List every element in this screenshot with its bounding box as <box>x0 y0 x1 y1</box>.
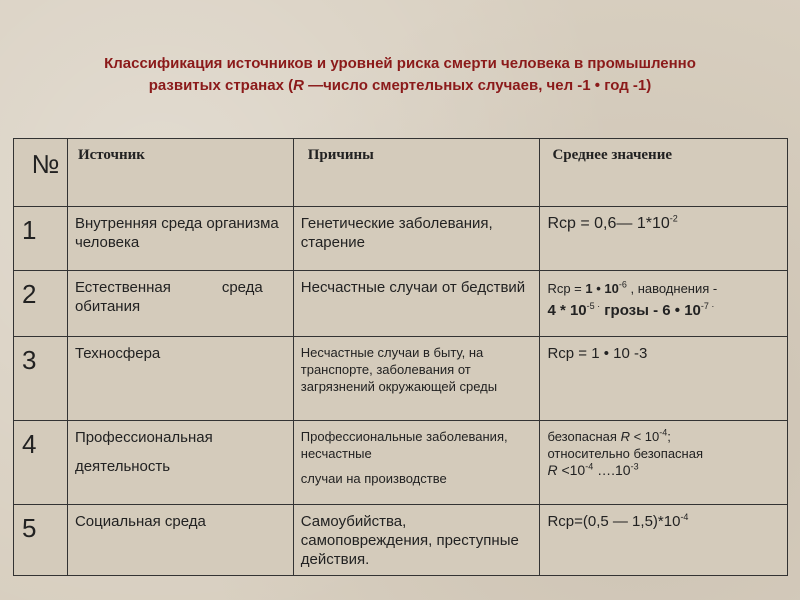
header-source: Источник <box>67 139 293 207</box>
table-row <box>14 505 788 576</box>
row-avg: Rср = 1 • $10^{-6}$ , наводнения - $4 * 10^{-5 \cdot}$ грозы - 6 • $10^{-7 \cdot}$ <box>540 271 788 337</box>
header-row <box>14 139 788 207</box>
header-causes: Причины <box>293 139 540 207</box>
page-title <box>40 53 760 97</box>
row-source: Профессиональная деятельность <box>67 421 293 505</box>
row-causes: Генетические заболевания, старение <box>293 207 540 271</box>
risk-table <box>13 138 788 576</box>
table-row <box>14 337 788 421</box>
row-causes: Несчастные случаи от бедствий <box>293 271 540 337</box>
row-source: Техносфера <box>67 337 293 421</box>
row-source: Внутренняя среда организма человека <box>67 207 293 271</box>
table-row <box>14 207 788 271</box>
row-source: Социальная среда <box>67 505 293 576</box>
title-line-1: Классификация источников и уровней риска смерти человека в промышленно <box>104 55 696 72</box>
row-number: 1 <box>14 207 68 271</box>
row-avg: безопасная $R < 10^{-4}$; относительно безопасная $R <10^{-4}$ $\dots.10^{-3}$ <box>540 421 788 505</box>
row-avg: Rср=(0,5 — $1,5)*10^{-4}$ <box>540 505 788 576</box>
title-line-2: развитых странах (R —число смертельных случаев, чел -1 • год -1) <box>148 77 652 94</box>
table-row <box>14 421 788 505</box>
row-causes: Несчастные случаи в быту, на транспорте, заболевания от загрязнений окружающей среды <box>293 337 540 421</box>
header-avg: Среднее значение <box>540 139 788 207</box>
row-causes: Профессиональные заболевания, несчастные случаи на производстве <box>293 421 540 505</box>
row-number: 5 <box>14 505 68 576</box>
row-causes: Самоубийства, самоповреждения, преступные действия. <box>293 505 540 576</box>
row-source: Естественная среда обитания <box>67 271 293 337</box>
row-number: 4 <box>14 421 68 505</box>
row-number: 2 <box>14 271 68 337</box>
row-avg: Rср = 1 • 10 -3 <box>540 337 788 421</box>
row-avg: Rср = 0,6— $1*10^{-2}$ <box>540 207 788 271</box>
header-num: № <box>14 139 68 207</box>
row-number: 3 <box>14 337 68 421</box>
table-row <box>14 271 788 337</box>
